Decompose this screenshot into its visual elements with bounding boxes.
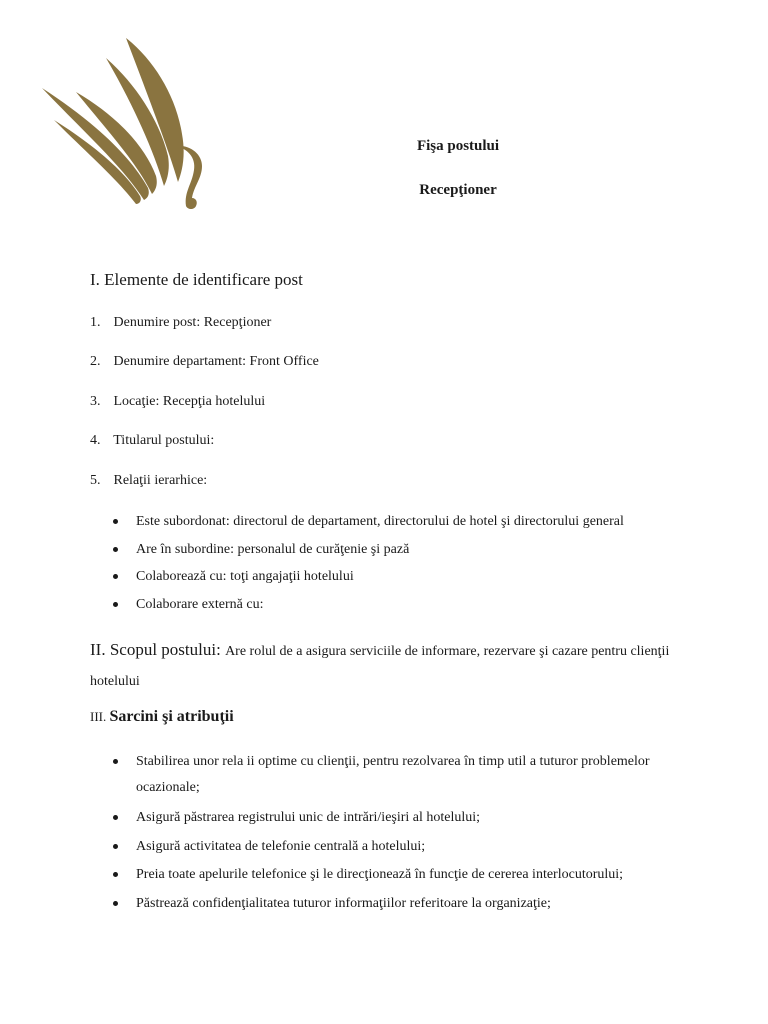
list-item xyxy=(90,354,319,370)
bullet-item xyxy=(113,805,480,831)
section-1-heading: I. Elemente de identificare post xyxy=(90,270,303,289)
bullet-item xyxy=(113,509,624,535)
item-text: Relaţii ierarhice: xyxy=(113,473,208,488)
section-2-body: Are rolul de a asigura serviciile de informare, rezervare şi cazare pentru clienţii hotelului xyxy=(90,644,670,689)
bullet-icon xyxy=(113,519,118,524)
bullet-item xyxy=(113,749,653,801)
bullet-icon xyxy=(113,872,118,877)
section-2-heading: II. Scopul postului: xyxy=(90,640,221,659)
bullet-item xyxy=(113,891,551,917)
item-text: Denumire departament: Front Office xyxy=(113,354,319,369)
bullet-icon xyxy=(113,547,118,552)
swan-wing-logo-icon xyxy=(36,36,226,216)
bullet-icon xyxy=(113,815,118,820)
list-item xyxy=(90,433,214,449)
bullet-item xyxy=(113,537,409,563)
bullet-text: Colaborează cu: toţi angajaţii hotelului xyxy=(136,569,354,584)
list-item xyxy=(90,473,207,489)
list-item xyxy=(90,394,265,410)
list-item xyxy=(90,315,271,331)
bullet-item xyxy=(113,862,623,888)
section-3-title: Sarcini şi atribuţii xyxy=(109,708,234,725)
page-subtitle: Recepţioner xyxy=(419,182,497,198)
item-number: 3. xyxy=(90,394,101,409)
item-number: 4. xyxy=(90,433,101,448)
bullet-text: Păstrează confidenţialitatea tuturor informaţiilor referitoare la organizaţie; xyxy=(136,896,551,911)
bullet-text: Stabilirea unor rela ii optime cu clienţii, pentru rezolvarea în timp util a tuturor problemelor ocazionale; xyxy=(136,754,650,795)
bullet-item xyxy=(113,834,425,860)
section-2 xyxy=(90,636,680,696)
item-number: 1. xyxy=(90,315,101,330)
section-3-heading xyxy=(90,708,234,726)
bullet-text: Preia toate apelurile telefonice şi le direcţionează în funcţie de cererea interlocutorului; xyxy=(136,867,624,882)
item-number: 5. xyxy=(90,473,101,488)
bullet-item xyxy=(113,592,264,618)
item-text: Denumire post: Recepţioner xyxy=(113,315,272,330)
bullet-item xyxy=(113,564,354,590)
bullet-text: Colaborare externă cu: xyxy=(136,597,264,612)
bullet-icon xyxy=(113,574,118,579)
page-title: Fişa postului xyxy=(416,138,500,154)
bullet-icon xyxy=(113,844,118,849)
bullet-icon xyxy=(113,759,118,764)
bullet-icon xyxy=(113,901,118,906)
section-3-prefix: III. xyxy=(90,709,107,724)
bullet-text: Asigură activitatea de telefonie centrală a hotelului; xyxy=(136,839,426,854)
item-text: Locaţie: Recepţia hotelului xyxy=(113,394,266,409)
item-number: 2. xyxy=(90,354,101,369)
bullet-text: Asigură păstrarea registrului unic de intrări/ieşiri al hotelului; xyxy=(136,810,481,825)
bullet-icon xyxy=(113,602,118,607)
bullet-text: Este subordonat: directorul de departament, directorului de hotel şi directorului general xyxy=(136,514,624,529)
item-text: Titularul postului: xyxy=(113,433,215,448)
bullet-text: Are în subordine: personalul de curăţenie şi pază xyxy=(136,542,410,557)
